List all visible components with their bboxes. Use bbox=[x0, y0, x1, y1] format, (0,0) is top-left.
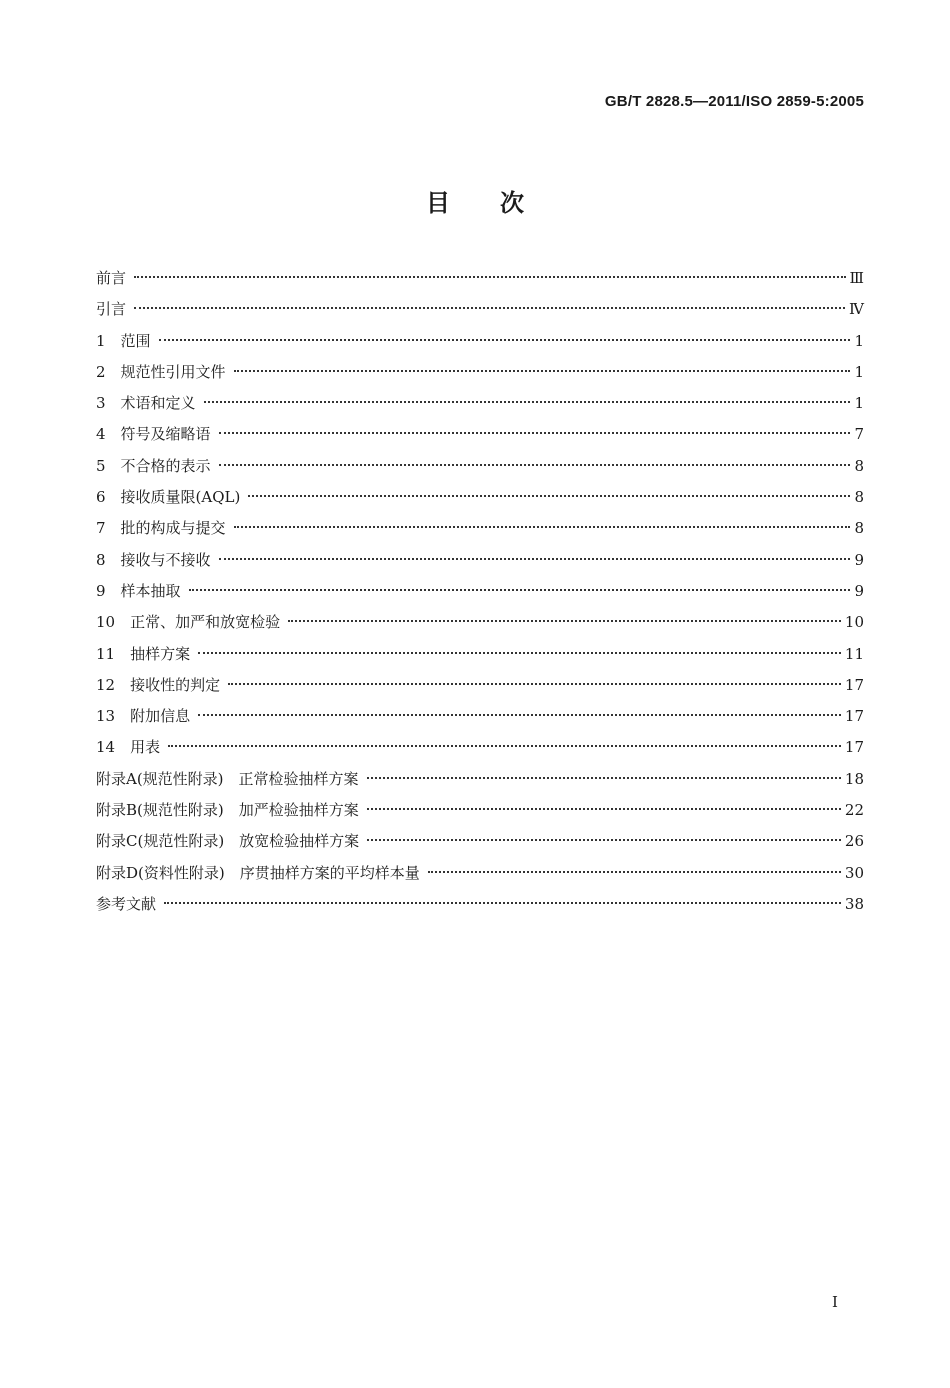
toc-entry-page: 9 bbox=[854, 550, 864, 569]
toc-entry-label: 8 接收与不接收 bbox=[96, 550, 211, 569]
toc-entry-label: 9 样本抽取 bbox=[96, 581, 181, 600]
toc-entry-page: 7 bbox=[854, 425, 864, 444]
table-of-contents bbox=[96, 264, 864, 921]
dot-leader bbox=[288, 619, 841, 622]
dot-leader bbox=[367, 838, 841, 841]
dot-leader bbox=[164, 901, 841, 904]
dot-leader bbox=[198, 713, 841, 716]
toc-entry-page: 10 bbox=[844, 613, 864, 632]
toc-entry-label: 6 接收质量限(AQL) bbox=[96, 488, 241, 507]
page-number: I bbox=[832, 1293, 838, 1311]
toc-entry-label: 5 不合格的表示 bbox=[96, 456, 211, 475]
toc-entry[interactable] bbox=[96, 358, 864, 389]
toc-entry[interactable] bbox=[96, 608, 864, 639]
dot-leader bbox=[234, 369, 850, 372]
toc-entry[interactable] bbox=[96, 264, 864, 295]
dot-leader bbox=[134, 306, 845, 309]
toc-entry-label: 附录C(规范性附录) 放宽检验抽样方案 bbox=[96, 832, 360, 851]
toc-entry-label: 11 抽样方案 bbox=[96, 644, 191, 663]
toc-entry-page: 1 bbox=[854, 394, 864, 413]
dot-leader bbox=[189, 588, 850, 591]
dot-leader bbox=[219, 463, 850, 466]
toc-entry[interactable] bbox=[96, 827, 864, 858]
toc-entry-label: 附录B(规范性附录) 加严检验抽样方案 bbox=[96, 801, 359, 820]
toc-entry[interactable] bbox=[96, 452, 864, 483]
toc-entry-label: 引言 bbox=[96, 300, 127, 319]
toc-entry-page: 17 bbox=[844, 707, 864, 726]
toc-entry[interactable] bbox=[96, 702, 864, 733]
dot-leader bbox=[367, 776, 841, 779]
toc-entry-page: 11 bbox=[844, 644, 864, 663]
toc-entry-label: 2 规范性引用文件 bbox=[96, 362, 226, 381]
toc-entry[interactable] bbox=[96, 420, 864, 451]
toc-entry[interactable] bbox=[96, 733, 864, 764]
toc-entry-page: 1 bbox=[854, 362, 864, 381]
toc-entry-label: 10 正常、加严和放宽检验 bbox=[96, 613, 281, 632]
dot-leader bbox=[219, 431, 850, 434]
toc-entry-label: 7 批的构成与提交 bbox=[96, 519, 226, 538]
toc-entry[interactable] bbox=[96, 890, 864, 921]
toc-entry-label: 12 接收性的判定 bbox=[96, 675, 221, 694]
toc-entry-page: 8 bbox=[854, 519, 864, 538]
dot-leader bbox=[248, 494, 850, 497]
toc-entry[interactable] bbox=[96, 640, 864, 671]
toc-entry[interactable] bbox=[96, 389, 864, 420]
toc-entry-page: 1 bbox=[854, 331, 864, 350]
toc-entry-label: 参考文献 bbox=[96, 894, 157, 913]
toc-entry-page: 8 bbox=[854, 488, 864, 507]
toc-entry-page: 22 bbox=[844, 801, 864, 820]
toc-entry-page: 8 bbox=[854, 456, 864, 475]
toc-entry-page: Ⅲ bbox=[849, 269, 864, 287]
dot-leader bbox=[198, 651, 841, 654]
toc-entry[interactable] bbox=[96, 765, 864, 796]
page-title: 目次 bbox=[426, 189, 574, 217]
toc-entry-page: Ⅳ bbox=[849, 300, 864, 319]
toc-entry-page: 17 bbox=[844, 738, 864, 757]
dot-leader bbox=[428, 870, 841, 873]
dot-leader bbox=[228, 682, 841, 685]
toc-entry-page: 26 bbox=[844, 832, 864, 851]
toc-entry[interactable] bbox=[96, 577, 864, 608]
toc-entry-label: 13 附加信息 bbox=[96, 707, 191, 726]
toc-entry-label: 前言 bbox=[96, 269, 127, 287]
toc-entry[interactable] bbox=[96, 483, 864, 514]
toc-entry[interactable] bbox=[96, 327, 864, 358]
toc-entry-page: 17 bbox=[844, 675, 864, 694]
toc-entry-label: 附录A(规范性附录) 正常检验抽样方案 bbox=[96, 769, 359, 788]
standard-code: GB/T 2828.5—2011/ISO 2859-5:2005 bbox=[604, 93, 864, 110]
toc-entry[interactable] bbox=[96, 514, 864, 545]
toc-entry-label: 4 符号及缩略语 bbox=[96, 425, 211, 444]
dot-leader bbox=[168, 744, 841, 747]
toc-entry[interactable] bbox=[96, 671, 864, 702]
toc-entry[interactable] bbox=[96, 859, 864, 890]
toc-entry-page: 30 bbox=[844, 863, 864, 882]
dot-leader bbox=[219, 557, 850, 560]
toc-entry[interactable] bbox=[96, 546, 864, 577]
dot-leader bbox=[234, 525, 850, 528]
dot-leader bbox=[204, 400, 850, 403]
toc-entry-label: 附录D(资料性附录) 序贯抽样方案的平均样本量 bbox=[96, 863, 420, 882]
toc-entry[interactable] bbox=[96, 295, 864, 326]
toc-entry-page: 9 bbox=[854, 581, 864, 600]
toc-entry-label: 14 用表 bbox=[96, 738, 161, 757]
dot-leader bbox=[159, 338, 850, 341]
toc-entry-label: 1 范围 bbox=[96, 331, 151, 350]
toc-entry-label: 3 术语和定义 bbox=[96, 394, 196, 413]
dot-leader bbox=[134, 275, 846, 278]
toc-entry-page: 38 bbox=[844, 894, 864, 913]
dot-leader bbox=[367, 807, 841, 810]
toc-entry[interactable] bbox=[96, 796, 864, 827]
toc-entry-page: 18 bbox=[844, 769, 864, 788]
